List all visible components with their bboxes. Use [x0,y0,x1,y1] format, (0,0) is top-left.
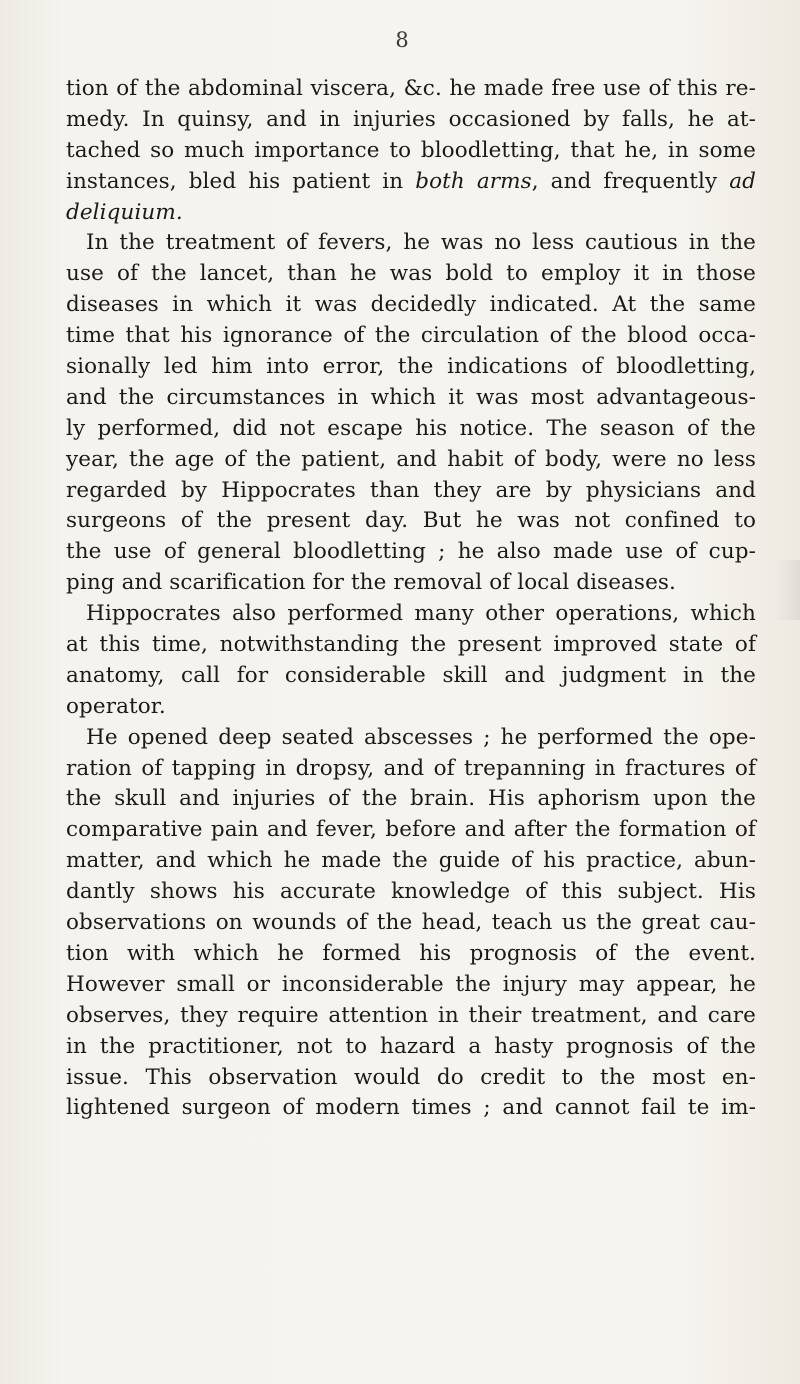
text-line [66,198,756,229]
text-line: the use of general bloodletting ; he also made use of cup- [66,539,756,565]
text-line: regarded by Hippocrates than they are by physicians and [66,477,756,503]
italic-text: deliquium. [66,199,183,225]
body-text [66,74,756,1124]
text-line: time that his ignorance of the circulation of the blood occa- [66,323,756,349]
text-line: Hippocrates also performed many other operations, which [86,601,756,627]
text-line: comparative pain and fever, before and after the formation of [66,817,756,843]
text-line: at this time, notwithstanding the present improved state of [66,632,756,658]
text-line: ration of tapping in dropsy, and of trepanning in fractures of [66,755,756,781]
text-line: ping and scarification for the removal of local diseases. [66,570,676,596]
text-line: matter, and which he made the guide of his practice, abun- [66,848,756,874]
text-run: , and frequently [531,168,730,194]
text-line: and the circumstances in which it was most advantageous- [66,384,756,410]
text-line: However small or inconsiderable the injury may appear, he [66,971,756,997]
text-line: medy. In quinsy, and in injuries occasioned by falls, he at- [66,106,756,132]
text-run: instances, bled his patient in [66,168,416,194]
page-number: 8 [395,28,409,52]
text-line: observes, they require attention in their treatment, and care [66,1002,756,1028]
text-line: diseases in which it was decidedly indicated. At the same [66,292,756,318]
text-line: tion of the abdominal viscera, &c. he made free use of this re- [66,76,756,101]
text-line: sionally led him into error, the indications of bloodletting, [66,354,756,380]
text-line: anatomy, call for considerable skill and judgment in the [66,662,756,688]
text-line: observations on wounds of the head, teach us the great cau- [66,910,756,936]
italic-text: both arms [415,168,532,194]
text-line: tached so much importance to bloodletting, that he, in some [66,137,756,163]
text-line: He opened deep seated abscesses ; he performed the ope- [86,724,756,750]
text-line: dantly shows his accurate knowledge of this subject. His [66,879,756,905]
page-edge-shadow [774,560,800,620]
text-line: surgeons of the present day. But he was not confined to [66,508,756,534]
text-line: the skull and injuries of the brain. His aphorism upon the [66,786,756,812]
text-line: in the practitioner, not to hazard a hasty prognosis of the [66,1033,756,1059]
text-line: tion with which he formed his prognosis of the event. [66,940,756,966]
text-line: In the treatment of fevers, he was no less cautious in the [86,230,756,256]
text-line: lightened surgeon of modern times ; and cannot fail te im- [66,1095,756,1121]
text-line [66,167,756,198]
text-line: operator. [66,693,166,719]
italic-text: ad [729,168,756,194]
text-line: year, the age of the patient, and habit of body, were no less [66,446,756,472]
text-line: use of the lancet, than he was bold to employ it in those [66,261,756,287]
text-line: issue. This observation would do credit to the most en- [66,1064,756,1090]
text-line: ly performed, did not escape his notice. The season of the [66,415,756,441]
